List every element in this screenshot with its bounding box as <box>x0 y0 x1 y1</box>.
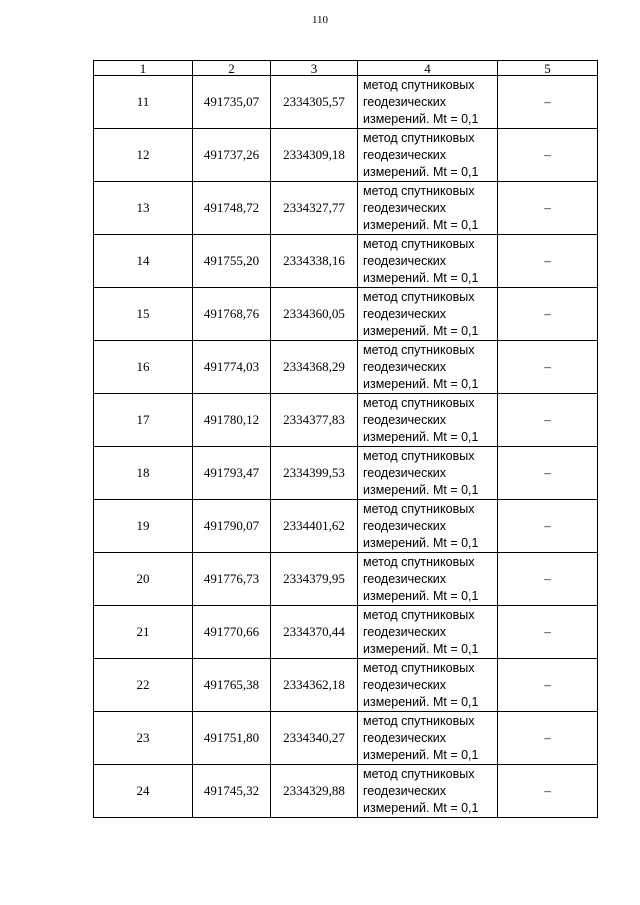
note-cell: – <box>498 765 598 818</box>
y-coordinate-cell: 2334377,83 <box>271 394 358 447</box>
method-line: метод спутниковых <box>363 290 475 304</box>
method-line: метод спутниковых <box>363 714 475 728</box>
note-cell: – <box>498 288 598 341</box>
point-number-cell: 20 <box>94 553 193 606</box>
table-row <box>94 500 598 553</box>
table-row <box>94 129 598 182</box>
table-row <box>94 659 598 712</box>
table-row <box>94 553 598 606</box>
x-coordinate-cell: 491748,72 <box>193 182 271 235</box>
method-cell <box>358 76 498 129</box>
table-row <box>94 341 598 394</box>
method-line: измерений. Mt = 0,1 <box>363 165 479 179</box>
method-cell <box>358 659 498 712</box>
method-cell <box>358 341 498 394</box>
method-line: геодезических <box>363 572 447 586</box>
method-line: метод спутниковых <box>363 661 475 675</box>
column-header-2: 2 <box>193 61 271 76</box>
method-cell <box>358 500 498 553</box>
y-coordinate-cell: 2334338,16 <box>271 235 358 288</box>
x-coordinate-cell: 491780,12 <box>193 394 271 447</box>
method-line: метод спутниковых <box>363 78 475 92</box>
method-line: геодезических <box>363 678 447 692</box>
method-line: метод спутниковых <box>363 184 475 198</box>
method-line: геодезических <box>363 148 447 162</box>
coordinates-table <box>93 60 598 818</box>
y-coordinate-cell: 2334360,05 <box>271 288 358 341</box>
point-number-cell: 23 <box>94 712 193 765</box>
table-header <box>94 61 598 76</box>
method-cell <box>358 712 498 765</box>
method-cell <box>358 553 498 606</box>
method-line: измерений. Mt = 0,1 <box>363 589 479 603</box>
method-line: метод спутниковых <box>363 237 475 251</box>
method-cell <box>358 606 498 659</box>
method-line: измерений. Mt = 0,1 <box>363 642 479 656</box>
header-row <box>94 61 598 76</box>
point-number-cell: 11 <box>94 76 193 129</box>
method-line: геодезических <box>363 731 447 745</box>
method-line: измерений. Mt = 0,1 <box>363 377 479 391</box>
point-number-cell: 19 <box>94 500 193 553</box>
y-coordinate-cell: 2334362,18 <box>271 659 358 712</box>
method-line: геодезических <box>363 360 447 374</box>
y-coordinate-cell: 2334401,62 <box>271 500 358 553</box>
table-row <box>94 182 598 235</box>
column-header-3: 3 <box>271 61 358 76</box>
method-line: геодезических <box>363 625 447 639</box>
method-line: измерений. Mt = 0,1 <box>363 536 479 550</box>
point-number-cell: 17 <box>94 394 193 447</box>
method-line: метод спутниковых <box>363 767 475 781</box>
note-cell: – <box>498 394 598 447</box>
method-line: геодезических <box>363 95 447 109</box>
x-coordinate-cell: 491751,80 <box>193 712 271 765</box>
note-cell: – <box>498 712 598 765</box>
y-coordinate-cell: 2334327,77 <box>271 182 358 235</box>
method-line: измерений. Mt = 0,1 <box>363 695 479 709</box>
method-line: метод спутниковых <box>363 396 475 410</box>
y-coordinate-cell: 2334309,18 <box>271 129 358 182</box>
y-coordinate-cell: 2334399,53 <box>271 447 358 500</box>
y-coordinate-cell: 2334368,29 <box>271 341 358 394</box>
method-line: метод спутниковых <box>363 131 475 145</box>
method-line: геодезических <box>363 201 447 215</box>
column-header-5: 5 <box>498 61 598 76</box>
table-row <box>94 288 598 341</box>
page-number: 110 <box>311 14 329 26</box>
method-line: геодезических <box>363 784 447 798</box>
point-number-cell: 14 <box>94 235 193 288</box>
x-coordinate-cell: 491790,07 <box>193 500 271 553</box>
method-line: измерений. Mt = 0,1 <box>363 112 479 126</box>
point-number-cell: 13 <box>94 182 193 235</box>
method-line: измерений. Mt = 0,1 <box>363 324 479 338</box>
x-coordinate-cell: 491793,47 <box>193 447 271 500</box>
method-line: измерений. Mt = 0,1 <box>363 483 479 497</box>
table-row <box>94 447 598 500</box>
note-cell: – <box>498 235 598 288</box>
y-coordinate-cell: 2334329,88 <box>271 765 358 818</box>
x-coordinate-cell: 491776,73 <box>193 553 271 606</box>
method-line: измерений. Mt = 0,1 <box>363 218 479 232</box>
note-cell: – <box>498 182 598 235</box>
point-number-cell: 22 <box>94 659 193 712</box>
method-line: геодезических <box>363 307 447 321</box>
y-coordinate-cell: 2334305,57 <box>271 76 358 129</box>
point-number-cell: 18 <box>94 447 193 500</box>
table-row <box>94 76 598 129</box>
note-cell: – <box>498 553 598 606</box>
method-line: метод спутниковых <box>363 555 475 569</box>
method-line: измерений. Mt = 0,1 <box>363 430 479 444</box>
method-line: метод спутниковых <box>363 449 475 463</box>
method-line: геодезических <box>363 254 447 268</box>
x-coordinate-cell: 491774,03 <box>193 341 271 394</box>
y-coordinate-cell: 2334370,44 <box>271 606 358 659</box>
method-cell <box>358 182 498 235</box>
method-line: измерений. Mt = 0,1 <box>363 748 479 762</box>
table-row <box>94 765 598 818</box>
point-number-cell: 12 <box>94 129 193 182</box>
column-header-1: 1 <box>94 61 193 76</box>
x-coordinate-cell: 491745,32 <box>193 765 271 818</box>
x-coordinate-cell: 491755,20 <box>193 235 271 288</box>
point-number-cell: 24 <box>94 765 193 818</box>
x-coordinate-cell: 491735,07 <box>193 76 271 129</box>
note-cell: – <box>498 76 598 129</box>
table-body <box>94 76 598 818</box>
table-row <box>94 235 598 288</box>
method-line: геодезических <box>363 466 447 480</box>
table-row <box>94 394 598 447</box>
method-line: измерений. Mt = 0,1 <box>363 271 479 285</box>
column-header-4: 4 <box>358 61 498 76</box>
method-line: метод спутниковых <box>363 502 475 516</box>
note-cell: – <box>498 447 598 500</box>
y-coordinate-cell: 2334340,27 <box>271 712 358 765</box>
method-cell <box>358 235 498 288</box>
note-cell: – <box>498 500 598 553</box>
note-cell: – <box>498 129 598 182</box>
method-cell <box>358 129 498 182</box>
note-cell: – <box>498 606 598 659</box>
method-cell <box>358 765 498 818</box>
method-cell <box>358 394 498 447</box>
method-line: метод спутниковых <box>363 608 475 622</box>
x-coordinate-cell: 491768,76 <box>193 288 271 341</box>
method-line: геодезических <box>363 413 447 427</box>
method-line: метод спутниковых <box>363 343 475 357</box>
y-coordinate-cell: 2334379,95 <box>271 553 358 606</box>
point-number-cell: 16 <box>94 341 193 394</box>
method-line: геодезических <box>363 519 447 533</box>
point-number-cell: 21 <box>94 606 193 659</box>
table-row <box>94 606 598 659</box>
method-cell <box>358 447 498 500</box>
x-coordinate-cell: 491770,66 <box>193 606 271 659</box>
note-cell: – <box>498 659 598 712</box>
table-row <box>94 712 598 765</box>
method-line: измерений. Mt = 0,1 <box>363 801 479 815</box>
x-coordinate-cell: 491765,38 <box>193 659 271 712</box>
note-cell: – <box>498 341 598 394</box>
point-number-cell: 15 <box>94 288 193 341</box>
x-coordinate-cell: 491737,26 <box>193 129 271 182</box>
method-cell <box>358 288 498 341</box>
